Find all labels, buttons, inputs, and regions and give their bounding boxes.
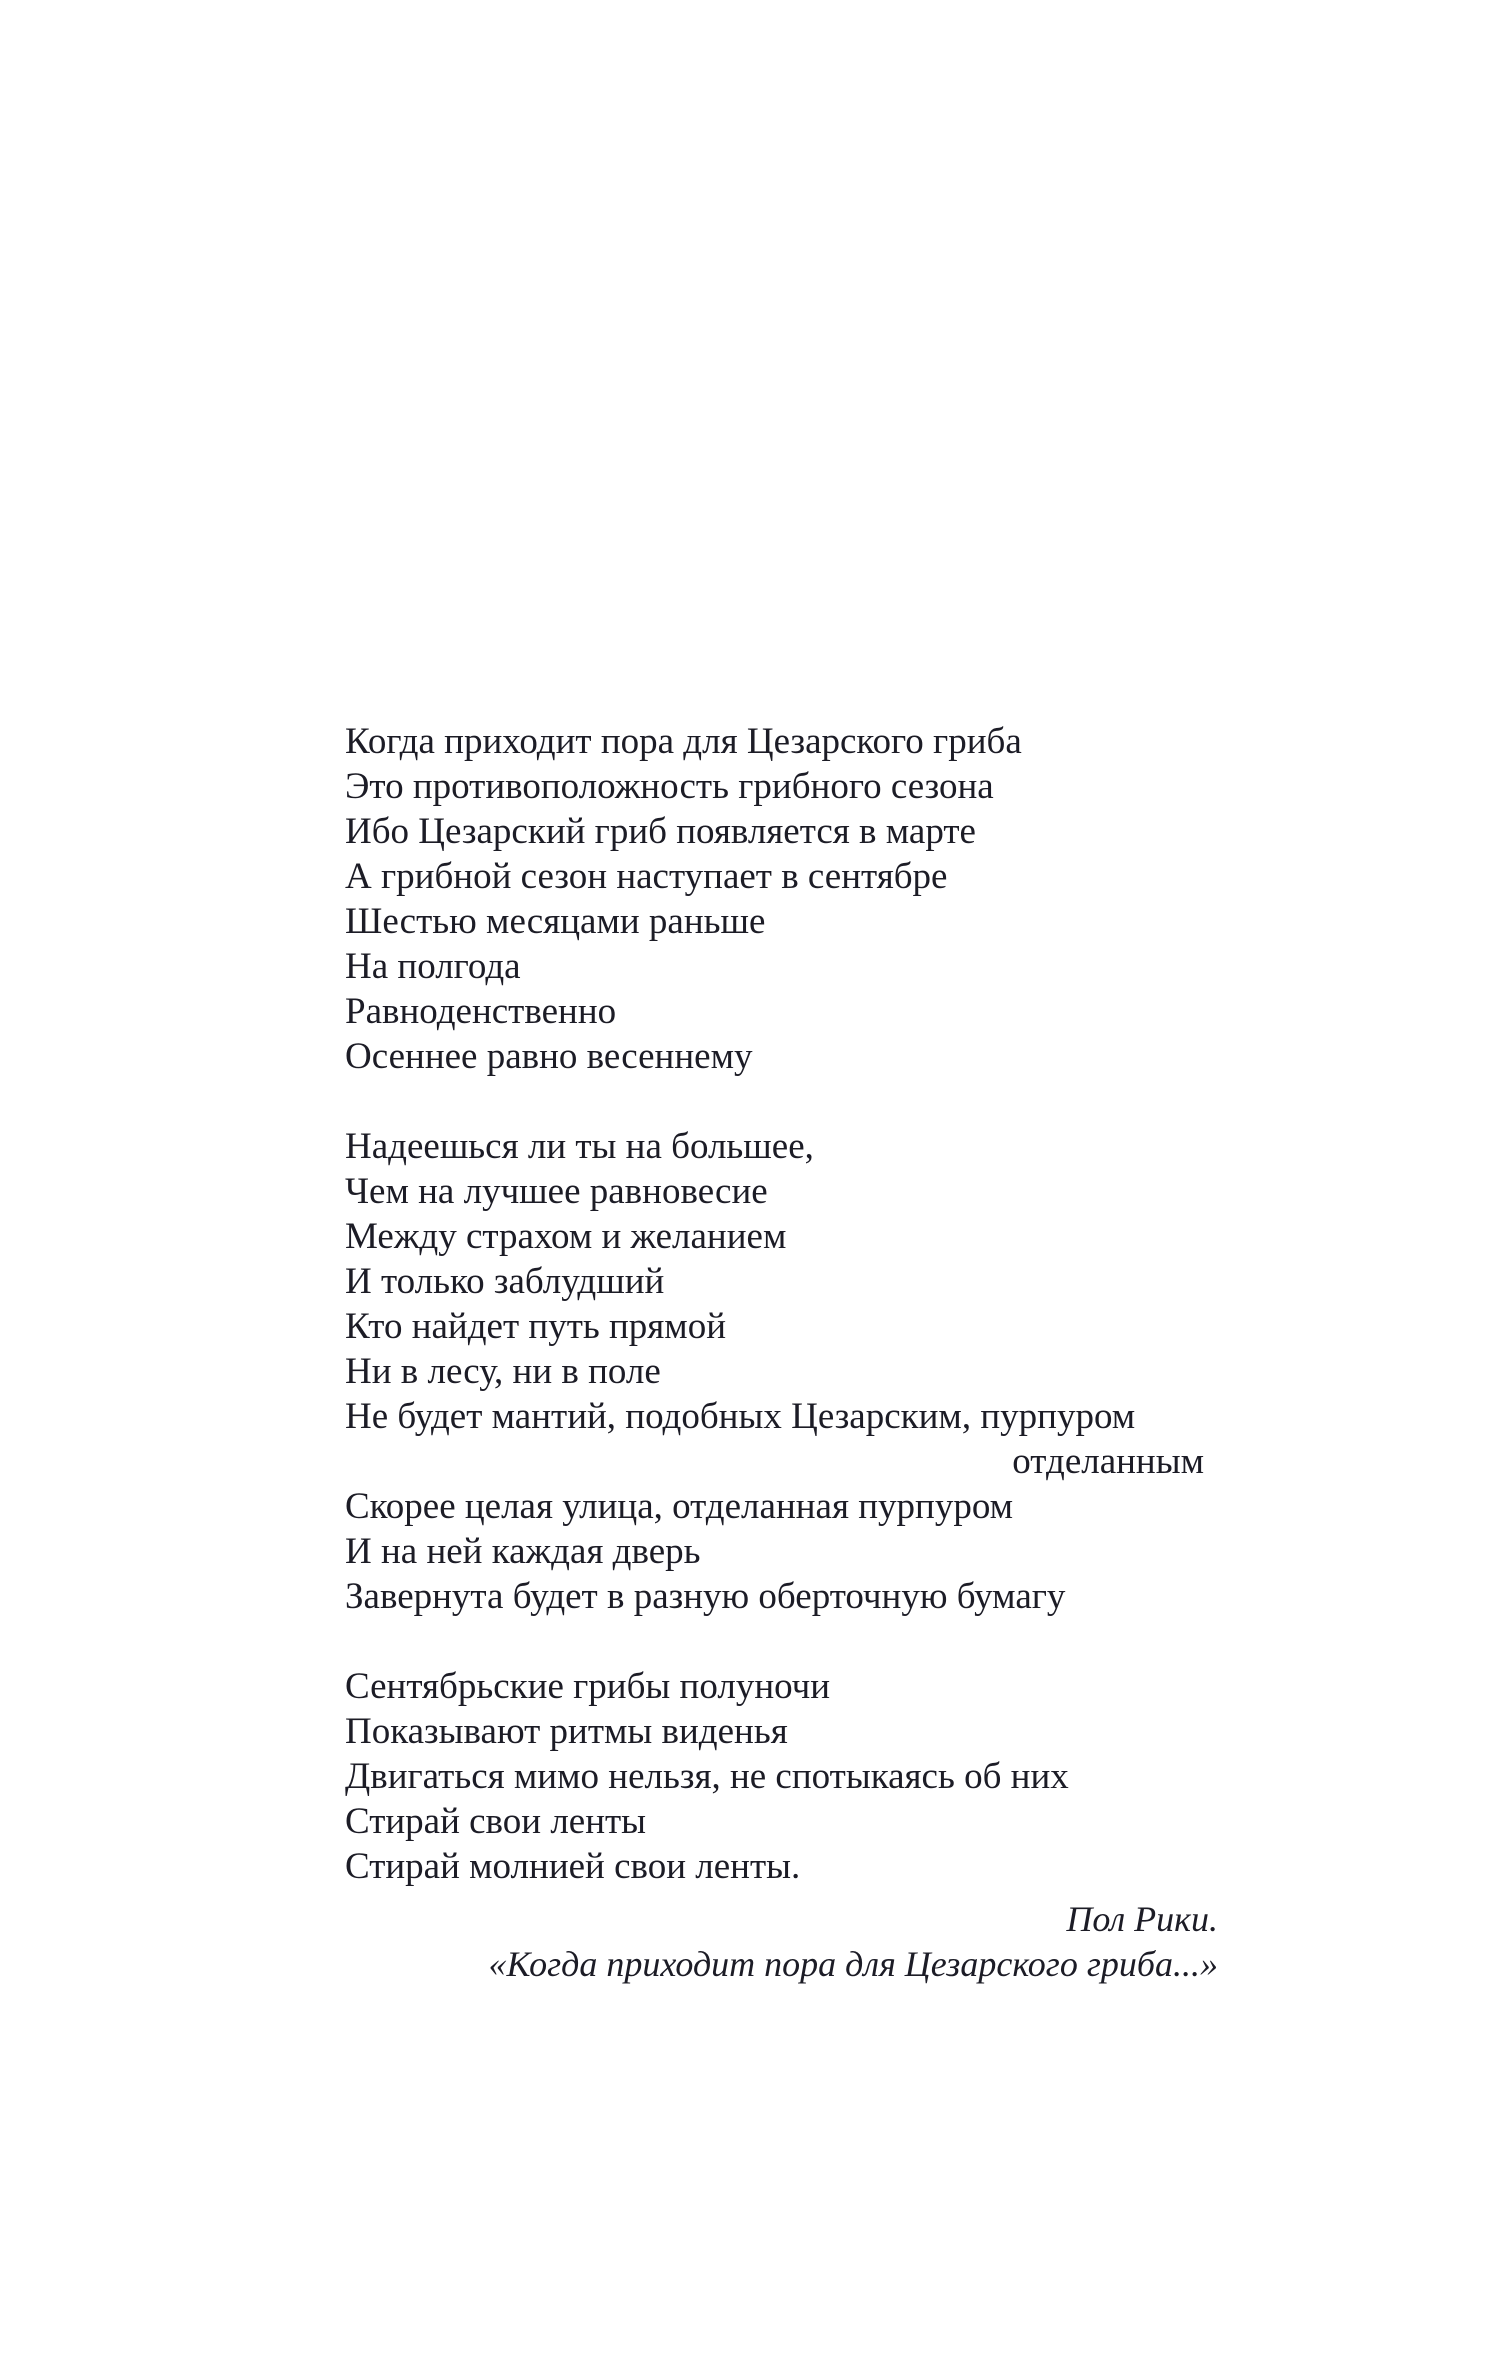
poem-line: Стирай свои ленты [345,1801,647,1842]
poem-text-block [345,719,1218,1987]
poem-line: На полгода [345,946,521,987]
poem-line: Сентябрьские грибы полуночи [345,1666,831,1707]
poem-line: Когда приходит пора для Цезарского гриба [345,721,1022,762]
poem-line: Между страхом и желанием [345,1216,787,1257]
poem-line: А грибной сезон наступает в сентябре [345,856,948,897]
poem-line: Показывают ритмы виденья [345,1711,788,1752]
poem-line: Это противоположность грибного сезона [345,766,994,807]
poem-line: Ни в лесу, ни в поле [345,1351,661,1392]
poem-line: И только заблудший [345,1261,665,1302]
attribution-author: Пол Рики. [1066,1899,1218,1939]
poem-line: Осеннее равно весеннему [345,1036,753,1077]
poem-line: Чем на лучшее равновесие [345,1171,768,1212]
poem-stanza [345,1664,1218,1889]
poem-line: Скорее целая улица, отделанная пурпуром [345,1486,1014,1527]
poem-line: И на ней каждая дверь [345,1531,701,1572]
poem-line: Ибо Цезарский гриб появляется в марте [345,811,976,852]
poem-stanza [345,1124,1218,1619]
poem-line: отделанным [1012,1441,1204,1482]
poem-line: Стирай молнией свои ленты. [345,1846,801,1887]
poem-stanzas [345,719,1218,1889]
poem-stanza [345,719,1218,1079]
poem-line: Надеешься ли ты на большее, [345,1126,814,1167]
poem-line: Кто найдет путь прямой [345,1306,727,1347]
poem-line: Двигаться мимо нельзя, не спотыкаясь об них [345,1756,1069,1797]
poem-line: Завернута будет в разную оберточную бумагу [345,1576,1066,1617]
poem-line: Не будет мантий, подобных Цезарским, пурпуром [345,1396,1136,1437]
poem-attribution [345,1897,1218,1987]
poem-line: Равноденственно [345,991,617,1032]
poem-line: Шестью месяцами раньше [345,901,766,942]
attribution-source: «Когда приходит пора для Цезарского гриба...» [488,1944,1218,1984]
